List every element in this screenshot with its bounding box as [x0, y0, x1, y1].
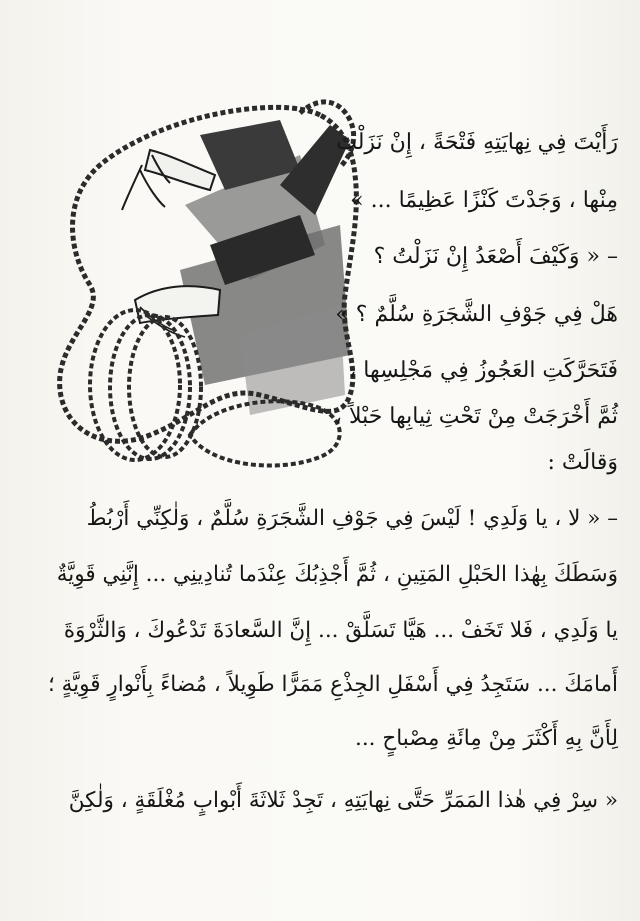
rope-and-hands-icon [40, 95, 370, 475]
text-line-2: مِنْها ، وَجَدْتَ كَنْزًا عَظِيمًا ... » [350, 188, 618, 213]
text-line-10: يا وَلَدِي ، فَلا تَخَفْ ... هَيَّا تَسَلَّقْ ... إِنَّ السَّعادَةَ تَدْعُوكَ ، وَالثَّرْوَةَ [63, 618, 618, 643]
text-line-5: فَتَحَرَّكَتِ العَجُوزُ فِي مَجْلِسِها ، [349, 358, 618, 383]
text-line-9: وَسَطَكَ بِهٰذا الحَبْلِ المَتِينِ ، ثُمَّ أَجْذِبُكَ عِنْدَما تُنادِينِي ... إِنَّنِي قَوِيَّةٌ [56, 562, 618, 587]
text-line-3: – « وَكَيْفَ أَصْعَدُ إِنْ نَزَلْتُ ؟ [373, 244, 618, 269]
text-line-12: لِأَنَّ بِهِ أَكْثَرَ مِنْ مِائَةِ مِصْباحٍ ... [354, 726, 618, 751]
text-line-1: رَأَيْتَ فِي نِهايَتِهِ فَتْحَةً ، إِنْ نَزَلْتَ [336, 130, 618, 155]
text-line-13: « سِرْ فِي هٰذا المَمَرِّ حَتَّى نِهايَتِهِ ، تَجِدْ ثَلاثَةَ أَبْوابٍ مُغْلَقَةٍ ، وَلٰكِنَّ [68, 788, 618, 813]
text-line-6: ثُمَّ أَخْرَجَتْ مِنْ تَحْتِ ثِيابِها حَبْلاً ، [334, 404, 618, 429]
text-line-4: هَلْ فِي جَوْفِ الشَّجَرَةِ سُلَّمٌ ؟ » [335, 302, 618, 327]
text-line-7: وَقالَتْ : [547, 450, 618, 475]
text-line-8: – « لا ، يا وَلَدِي ! لَيْسَ فِي جَوْفِ الشَّجَرَةِ سُلَّمٌ ، وَلٰكِنِّي أَرْبُطُ [86, 506, 618, 531]
text-line-11: أَمامَكَ ... سَتَجِدُ فِي أَسْفَلِ الجِذْعِ مَمَرًّا طَوِيلاً ، مُضاءً بِأَنْوارٍ قَوِيَّةٍ ؛ [47, 672, 618, 697]
rope-and-hands-illustration [40, 95, 370, 475]
